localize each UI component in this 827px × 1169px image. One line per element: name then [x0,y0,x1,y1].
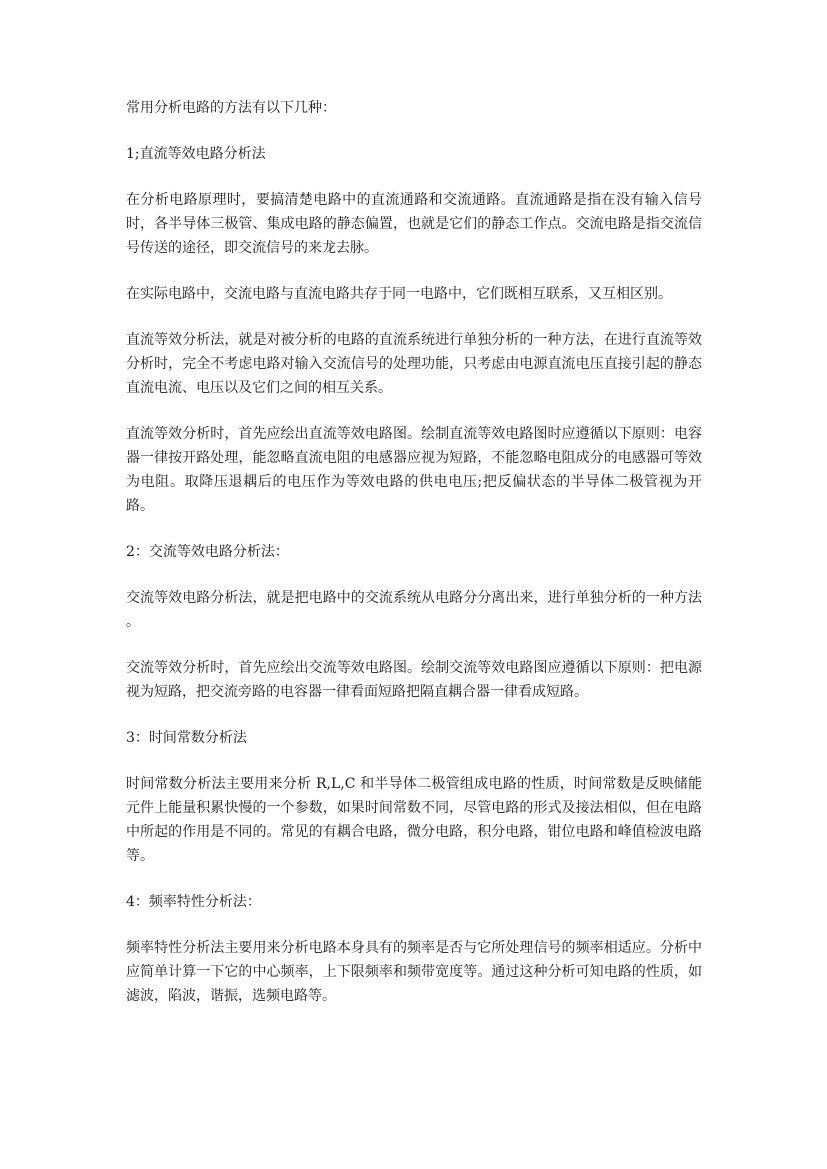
section-1-heading: 1;直流等效电路分析法 [126,146,266,162]
section-2-paragraph-2: 交流等效分析时，首先应绘出交流等效电路图。绘制交流等效电路图应遵循以下原则：把电源视为短路，把交流旁路的电容器一律看面短路把隔直耦合器一律看成短路。 [126,660,702,700]
section-3-heading: 3：时间常数分析法 [126,730,247,746]
section-2-paragraph-1: 交流等效电路分析法，就是把电路中的交流系统从电路分分离出来，进行单独分析的一种方法 。 [126,590,702,630]
section-4-heading: 4：频率特性分析法： [126,894,261,910]
section-4-paragraph-1: 频率特性分析法主要用来分析电路本身具有的频率是否与它所处理信号的频率相适应。分析中应简单计算一下它的中心频率，上下限频率和频带宽度等。通过这种分析可知电路的性质，如滤波，陷波，谐振，选频电路等。 [126,940,702,1004]
section-1-paragraph-4: 直流等效分析时，首先应绘出直流等效电路图。绘制直流等效电路图时应遵循以下原则：电容器一律按开路处理，能忽略直流电阻的电感器应视为短路，不能忽略电阻成分的电感器可等效为电阻。取降压退耦后的电压作为等效电路的供电电压;把反偏状态的半导体二极管视为开路。 [126,426,702,514]
section-3-paragraph-1: 时间常数分析法主要用来分析 R,L,C 和半导体二极管组成电路的性质，时间常数是反映储能元件上能量积累快慢的一个参数，如果时间常数不同，尽管电路的形式及接法相似，但在电路中所起的作用是不同的。常见的有耦合电路，微分电路，积分电路，钳位电路和峰值检波电路等。 [126,776,702,864]
section-1-paragraph-3: 直流等效分析法，就是对被分析的电路的直流系统进行单独分析的一种方法，在进行直流等效分析时，完全不考虑电路对输入交流信号的处理功能，只考虑由电源直流电压直接引起的静态直流电流、电压以及它们之间的相互关系。 [126,332,702,396]
section-1-paragraph-2: 在实际电路中，交流电路与直流电路共存于同一电路中，它们既相互联系，又互相区别。 [126,286,672,302]
section-2-heading: 2：交流等效电路分析法： [126,544,289,560]
intro-line: 常用分析电路的方法有以下几种： [126,100,336,116]
document-page [126,96,702,1030]
section-1-paragraph-1: 在分析电路原理时，要搞清楚电路中的直流通路和交流通路。直流通路是指在没有输入信号时，各半导体三极管、集成电路的静态偏置，也就是它们的静态工作点。交流电路是指交流信号传送的途径，即交流信号的来龙去脉。 [126,192,702,256]
